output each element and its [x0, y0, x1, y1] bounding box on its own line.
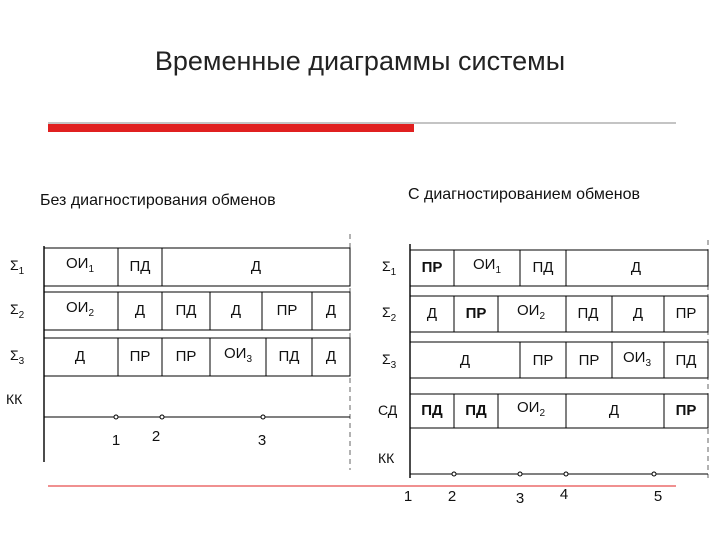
right-r1-cell-pr: ПР [421, 259, 443, 276]
left-r3-cell-d: Д [325, 348, 337, 365]
right-kk-label: КК [378, 450, 395, 466]
left-r3-cell-pd: ПД [278, 348, 300, 365]
right-r1-cell-d: Д [630, 259, 642, 276]
left-tick-3: 3 [257, 432, 267, 449]
right-sigma-1: $\Sigma_1$ [382, 258, 397, 278]
left-r2-cell-d2: Д [230, 302, 242, 319]
right-tick-1: 1 [403, 488, 413, 505]
right-r2-cell-pr2: ПР [675, 305, 697, 322]
right-r1-cell-oi1: $ОИ_1$ [472, 256, 502, 276]
right-r2-cell-pd: ПД [577, 305, 599, 322]
left-r1-cell-oi1: $ОИ_1$ [65, 255, 95, 275]
right-sigma-3: $\Sigma_3$ [382, 351, 397, 371]
right-r3-cell-pd: ПД [675, 352, 697, 369]
right-sd-cell-pd1: ПД [421, 402, 443, 419]
left-r2-cell-pd: ПД [175, 302, 197, 319]
left-sigma-1: $\Sigma_1$ [10, 257, 25, 277]
left-r3-cell-pr1: ПР [129, 348, 151, 365]
header-red-bar [48, 124, 414, 132]
right-r3-cell-pr1: ПР [532, 352, 554, 369]
right-sigma-2: $\Sigma_2$ [382, 304, 397, 324]
left-r2-cell-oi2: $ОИ_2$ [65, 299, 95, 319]
right-r2-cell-oi2: $ОИ_2$ [516, 302, 546, 322]
right-sd-cell-pd2: ПД [465, 402, 487, 419]
right-tick-4: 4 [559, 486, 569, 503]
right-tick-5: 5 [653, 488, 663, 505]
right-row1-box [410, 250, 708, 286]
right-tick-2: 2 [447, 488, 457, 505]
right-r2-cell-pr: ПР [465, 305, 487, 322]
left-r2-cell-pr: ПР [276, 302, 298, 319]
right-r3-cell-oi3: $ОИ_3$ [622, 349, 652, 369]
right-tick-3: 3 [515, 490, 525, 507]
right-row2-box [410, 296, 708, 332]
left-r3-cell-d: Д [74, 348, 86, 365]
left-r3-cell-oi3: $ОИ_3$ [223, 345, 253, 365]
right-sd-cell-oi2: $ОИ_2$ [516, 399, 546, 419]
left-tick-1: 1 [111, 432, 121, 449]
right-sd-cell-pr: ПР [675, 402, 697, 419]
left-r3-cell-pr2: ПР [175, 348, 197, 365]
right-sd-cell-d: Д [608, 402, 620, 419]
left-kk-label: КК [6, 391, 23, 407]
right-r3-cell-pr2: ПР [578, 352, 600, 369]
left-tick-2: 2 [151, 428, 161, 445]
right-row3-box [410, 342, 708, 378]
left-sigma-2: $\Sigma_2$ [10, 301, 25, 321]
left-sigma-3: $\Sigma_3$ [10, 347, 25, 367]
left-row3-box [44, 338, 350, 376]
left-r2-cell-d1: Д [134, 302, 146, 319]
left-r1-cell-pd: ПД [129, 258, 151, 275]
right-r2-cell-d1: Д [426, 305, 438, 322]
right-sd-label: СД [378, 402, 398, 418]
right-sd-box [410, 394, 708, 428]
left-r2-cell-d3: Д [325, 302, 337, 319]
right-r3-cell-d: Д [459, 352, 471, 369]
right-r1-cell-pd: ПД [532, 259, 554, 276]
right-caption: С диагностированием обменов [408, 186, 640, 203]
page-title: Временные диаграммы системы [154, 46, 566, 76]
left-r1-cell-d: Д [250, 258, 262, 275]
left-caption: Без диагностирования обменов [40, 192, 276, 209]
right-r2-cell-d2: Д [632, 305, 644, 322]
